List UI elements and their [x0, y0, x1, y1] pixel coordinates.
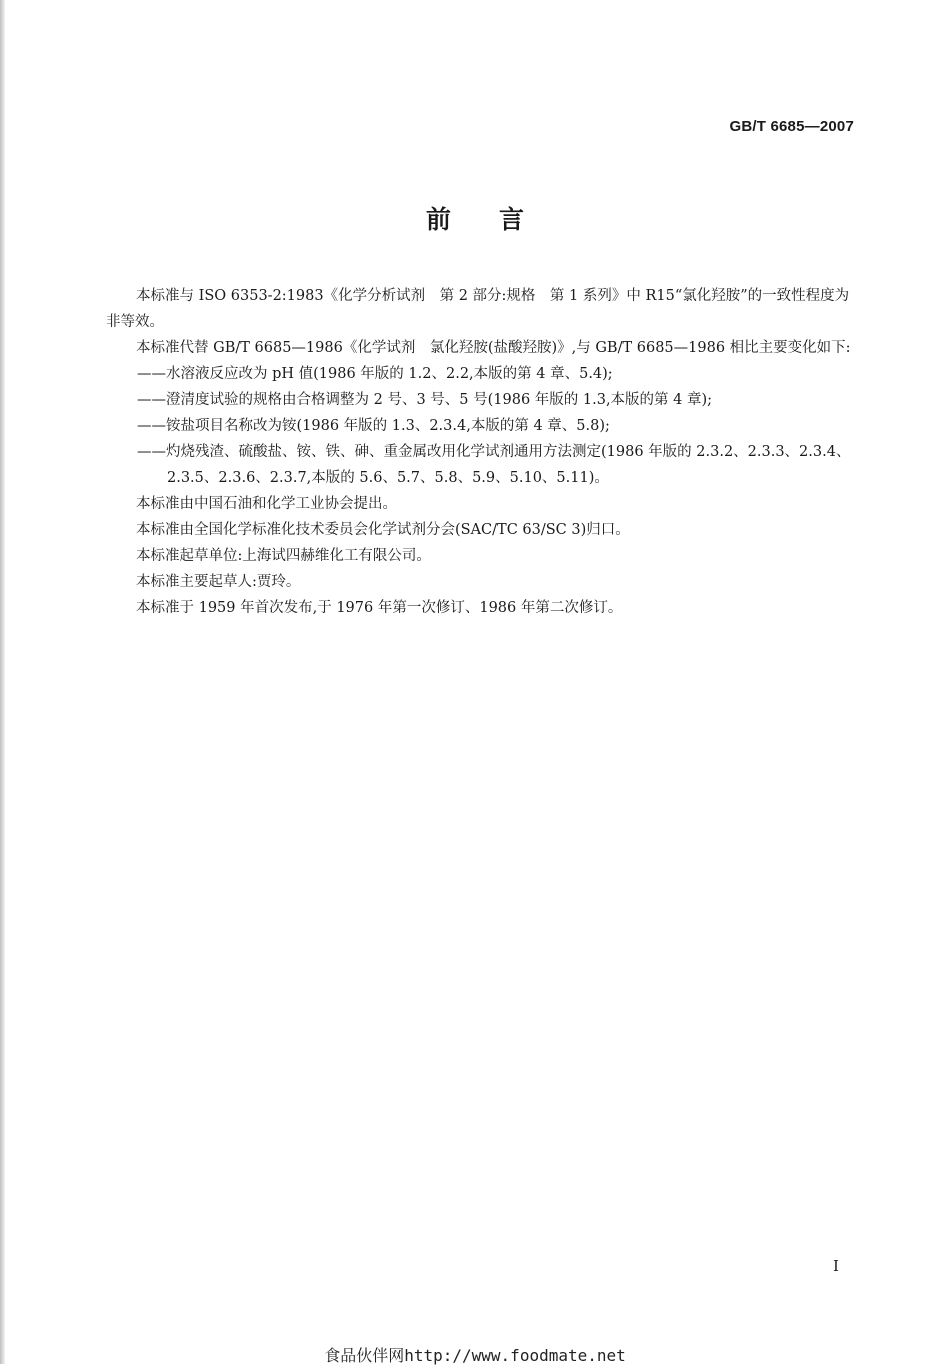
paragraph-equivalence: 本标准与 ISO 6353-2:1983《化学分析试剂 第 2 部分:规格 第 1 系列》中 R15“氯化羟胺”的一致性程度为非等效。 [106, 288, 850, 330]
change-item-ammonium: ——铵盐项目名称改为铵(1986 年版的 1.3、2.3.4,本版的第 4 章、5.8); [137, 418, 610, 434]
page-title: 前言 [425, 205, 572, 234]
change-item-ph: ——水溶液反应改为 pH 值(1986 年版的 1.2、2.2,本版的第 4 章、5.4); [137, 366, 613, 382]
paragraph-replacement: 本标准代替 GB/T 6685—1986《化学试剂 氯化羟胺(盐酸羟胺)》,与 GB/T 6685—1986 相比主要变化如下: [136, 340, 851, 356]
statement-proposer: 本标准由中国石油和化学工业协会提出。 [136, 496, 397, 512]
statement-committee: 本标准由全国化学标准化技术委员会化学试剂分会(SAC/TC 63/SC 3)归口。 [136, 522, 630, 538]
page-number: I [833, 1257, 839, 1275]
statement-drafter: 本标准主要起草人:贾玲。 [136, 574, 301, 590]
foreword-body [106, 283, 854, 621]
change-item-clarity: ——澄清度试验的规格由合格调整为 2 号、3 号、5 号(1986 年版的 1.3,本版的第 4 章); [137, 392, 713, 408]
statement-history: 本标准于 1959 年首次发布,于 1976 年第一次修订、1986 年第二次修订。 [136, 600, 623, 616]
statement-drafting-unit: 本标准起草单位:上海试四赫维化工有限公司。 [136, 548, 431, 564]
change-item-methods: ——灼烧残渣、硫酸盐、铵、铁、砷、重金属改用化学试剂通用方法测定(1986 年版的 2.3.2、2.3.3、2.3.4、2.3.5、2.3.6、2.3.7,本版的 5.6、5.7、5.8、5.9、5.10、5.11)。 [137, 444, 851, 486]
standard-code: GB/T 6685—2007 [729, 118, 854, 135]
footer-watermark: 食品伙伴网http://www.foodmate.net [324, 1346, 626, 1365]
